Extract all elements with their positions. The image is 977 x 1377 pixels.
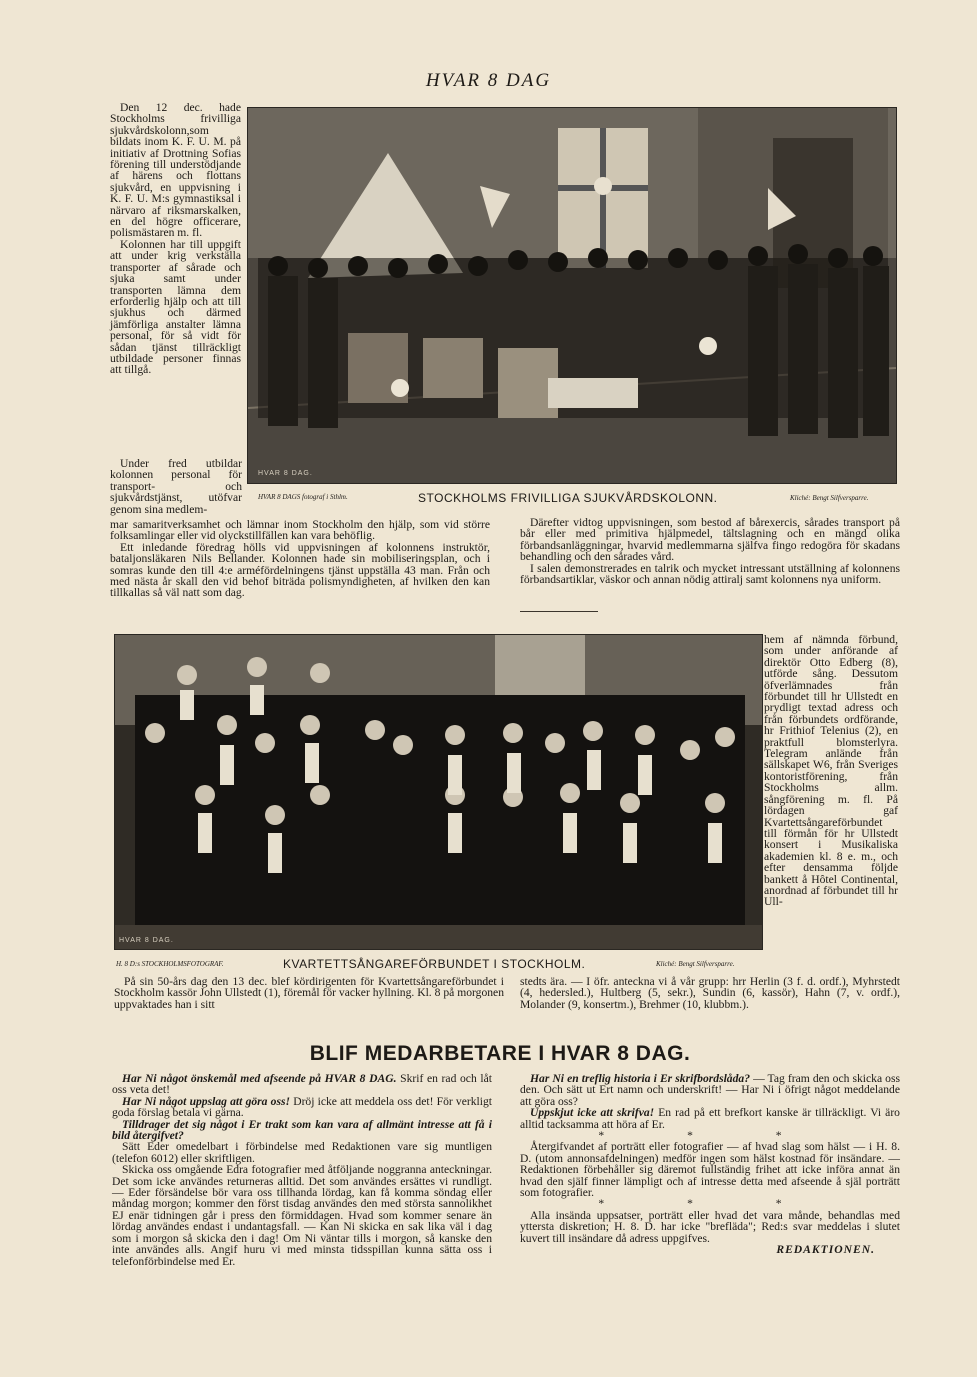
article3-right-p2: Uppskjut icke att skrifva! En rad på ett brefkort kanske är tillräckligt. Vi äro alltid tacksamma att höra af Er. — [520, 1106, 900, 1131]
photo2-mark: HVAR 8 DAG. — [119, 937, 174, 944]
photo-sjukvardskolonn-illustration — [248, 108, 896, 483]
photo-sjukvardskolonn — [247, 107, 897, 484]
article1-para2: Kolonnen har till uppgift att under krig verkställa transporter af sårade och sjuka samt under transporten lämna dem erforderlig hjälp och att till sjukhus och därmed jämförliga anstalter lämna personal, för så vidt för sådan tjänst tillräckligt utbildade personer finnas att tillgå. — [110, 237, 241, 377]
article2-under-right-text: stedts ära. — I öfr. anteckna vi å vår grupp: hrr Herlin (3 f. d. ordf.), Myhrstedt (4, hedersled.), Hultberg (5, sekr.), Sundin (6, kassör), Hahn (7, v. ordf.), Molander (9, konsertm.), Brehmer (10, klubbm.). — [520, 975, 900, 1011]
article1-para1: Den 12 dec. hade Stockholms frivilliga sjukvårdskolonn,som bildats inom K. F. U. M. på initiativ af Drottning Sofias förening till understödjande af härens och flottans sjukvård, en uppvisning i K. F. U. M:s gymnastiksal i närvaro af riksmarskalken, en del högre officerare, polismästaren m. fl. — [110, 101, 241, 240]
photo2-credit: H. 8 D:s STOCKHOLMSFOTOGRAF. — [116, 960, 224, 968]
article2-under-right — [520, 976, 900, 1010]
photo2-cliche-credit: Kliché: Bengt Silfversparre. — [656, 960, 735, 968]
separator-stars-1: * * * — [598, 1129, 822, 1143]
article3-left-p5: Skicka oss omgående Edra fotografier med åtföljande noggranna anteckningar. Det som icke användes returneras alltid. Det som användes ersättes vi rundligt. — Eder försändelse bör vara oss tillhanda lördag, kan få komma söndag eller måndag morgon; kommer den först tisdag användes den med största sannolikhet EJ enär tidningen går i press den förmiddagen. Hvad som kommer senare än lördag användes endast i undantagsfall. — Kan Ni skicka en sak lika väl i dag som i morgon så skicka den i dag! Om Ni väntar tills i morgon, så kanske den inte användes alls. Angif huru vi med minsta tidsspillan kunna sätta oss i telefonförbindelse med Er. — [112, 1163, 492, 1268]
photo-kvartett-illustration — [115, 635, 762, 949]
article1-column — [110, 102, 241, 376]
article3-right-p3: Återgifvandet af porträtt eller fotografier — af hvad slag som hälst — i H. 8. D. (utom annonsafdelningen) medför ingen som hälst kostnad för insändare. — Redaktionen förbehåller sig däremot fullständig frihet att icke införa annat än hvad den själf finner lämpligt och af intresse detta med afseende å själ porträtt som fotografier. — [520, 1140, 900, 1200]
article3-headline: BLIF MEDARBETARE I HVAR 8 DAG. — [309, 1042, 691, 1065]
article3-left-column — [112, 1073, 492, 1267]
article2-under-left — [114, 976, 504, 1010]
article3-left-p3: Tilldrager det sig något i Er trakt som kan vara af allmänt intresse att få i bild återgifvet? — [112, 1117, 492, 1143]
page-header: HVAR 8 DAG — [425, 70, 552, 91]
divider-rule — [520, 611, 598, 612]
separator-stars-2: * * * — [598, 1197, 822, 1211]
photo1-mark: HVAR 8 DAG. — [258, 470, 313, 477]
article3-left-p4: Sätt Eder omedelbart i förbindelse med Redaktionen vare sig muntligen (telefon 6012) eller skriftligen. — [112, 1140, 492, 1165]
article3-right-column — [520, 1073, 900, 1256]
article1-under-right-p1: Därefter vidtog uppvisningen, som bestod af bårexercis, sårades transport på bår eller med primitiva hjälpmedel, tältslagning och en mängd olika förbandsanläggningar, hvarvid medlemmarna själfva fingo redogöra för skadans behandling och den sårades vård. — [520, 516, 900, 564]
article1-para3: Under fred utbildar kolonnen personal för transport- och sjukvårdstjänst, utöfvar genom sina medlem- — [110, 457, 242, 516]
article1-under-right — [520, 517, 900, 585]
article2-right-column — [764, 634, 898, 908]
photo-kvartettsangareforbundet — [114, 634, 763, 950]
photo1-caption: STOCKHOLMS FRIVILLIGA SJUKVÅRDSKOLONN. — [418, 491, 718, 505]
signature: REDAKTIONEN. — [776, 1243, 875, 1257]
article1-column-end — [110, 458, 242, 515]
article1-under-left — [110, 519, 490, 599]
article1-under-right-p2: I salen demonstrerades en talrik och mycket intressant utställning af kolonnens förbandsartiklar, väskor och annan nödig attiralj samt kolonnens nya uniform. — [520, 561, 900, 587]
photo1-credit: HVAR 8 DAGS fotograf i Sthlm. — [258, 493, 348, 501]
article1-under-left-p1: mar samaritverksamhet och lämnar inom Stockholm den hjälp, som vid större folksamlingar eller vid olyckstillfällen kan vara behöflig. — [110, 518, 490, 543]
photo1-cliche-credit: Kliché: Bengt Silfversparre. — [790, 494, 869, 502]
article3-left-p1: Har Ni något önskemål med afseende på HVAR 8 DAG. Skrif en rad och låt oss veta det! — [112, 1072, 492, 1097]
article3-right-p4: Alla insända uppsatser, porträtt eller hvad det vara månde, behandlas med yttersta diskretion; H. 8. D. har icke "brefläda"; Red:s svar meddelas i slutet kuvert till insändare då adress uppgifves. — [520, 1208, 900, 1245]
article1-under-left-p2: Ett inledande föredrag hölls vid uppvisningen af kolonnens instruktör, bataljonsläkaren Nils Bellander. Kolonnen hade sin mobiliseringsplan, och i somras kunde den till 4:e arméfördelningens tjänst uppställa 43 man. Från och med nästa år skall den vid behof biträda polismyndigheten, af hvilken den kan tillkallas så väl natt som dag. — [110, 540, 490, 600]
article3-left-p2: Har Ni något uppslag att göra oss! Dröj icke att meddela oss det! För verkligt goda förslag betala vi gärna. — [112, 1094, 492, 1120]
article2-under-left-text: På sin 50-års dag den 13 dec. blef kördirigenten för Kvartettsångareförbundet i Stockholm kassör John Ullstedt (1), föremål för vacker hyllning. Kl. 8 på morgonen uppvaktades han i sitt — [114, 975, 504, 1011]
photo2-caption: KVARTETTSÅNGAREFÖRBUNDET I STOCKHOLM. — [283, 957, 586, 971]
article2-right-text: hem af nämnda förbund, som under anförande af direktör Otto Edberg (8), utförde sång. Dessutom öfverlämnades från förbundet till hr Ullstedt en prydligt textad adress och från förbundets ordförande, hr Frithiof Telenius (2), en praktfull blomsterlyra. Telegram anlände från sällskapet W6, från Sveriges kontoristförening, från Stockholms allm. sångförening m. fl. På lördagen gaf Kvartettsångareförbundet till förmån för hr Ullstedt konsert i Musikaliska akademien kl. 8 e. m., och efter densamma följde bankett å Hôtel Continental, anordnad af förbundet till hr Ull- — [764, 633, 898, 909]
article3-right-p1: Har Ni en treflig historia i Er skrifbordslåda? — Tag fram den och skicka oss den. Och sätt ut Ert namn och underskrift! — Har Ni i öfrigt något meddelande att göra oss? — [520, 1072, 900, 1108]
